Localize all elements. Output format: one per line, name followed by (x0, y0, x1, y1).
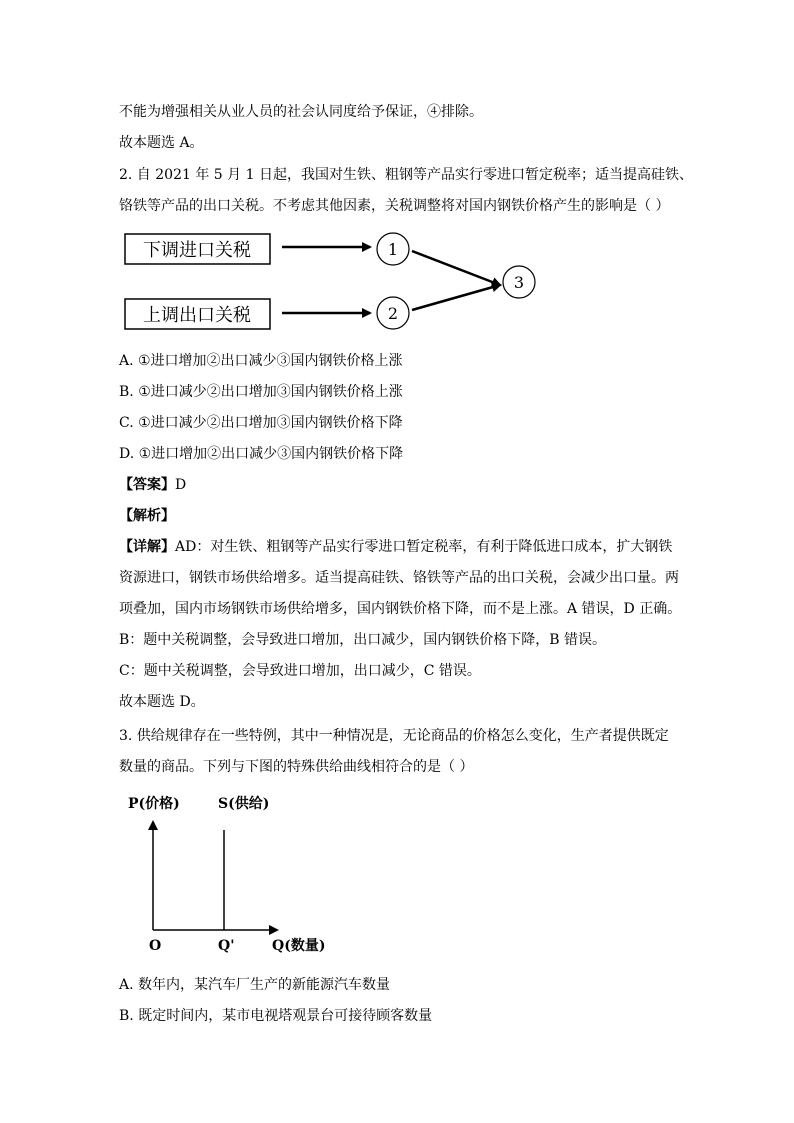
arrow-node2-to-node3 (412, 285, 500, 310)
q3-option-b: B. 既定时间内，某市电视塔观景台可接待顾客数量 (119, 1008, 433, 1024)
q2-detail-line4: B：题中关税调整，会导致进口增加，出口减少，国内钢铁价格下降，B 错误。 (119, 632, 607, 648)
prev-conclusion: 故本题选 A。 (119, 135, 204, 151)
q3-stem-line2: 数量的商品。下列与下图的特殊供给曲线相符合的是（ ） (119, 759, 474, 775)
q2-option-a: A. ①进口增加②出口减少③国内钢铁价格上涨 (119, 353, 403, 369)
node-1-label: 1 (387, 240, 399, 259)
prev-analysis-line: 不能为增强相关从业人员的社会认同度给予保证，④排除。 (119, 104, 483, 120)
y-axis-label: P(价格) (128, 796, 180, 812)
q2-detail-line1 (119, 537, 672, 557)
q2-answer (119, 475, 186, 495)
answer-tag: 【答案】 (119, 477, 175, 493)
q-prime-label: Q' (218, 938, 235, 954)
origin-label: O (149, 938, 162, 954)
q2-analysis-tag: 【解析】 (119, 508, 175, 524)
q2-option-b: B. ①进口减少②出口增加③国内钢铁价格上涨 (119, 384, 403, 400)
q2-detail-line2: 资源进口，钢铁市场供给增多。适当提高硅铁、铬铁等产品的出口关税，会减少出口量。两 (119, 570, 679, 586)
arrow-node1-to-node3 (412, 251, 500, 285)
q2-conclusion: 故本题选 D。 (119, 694, 205, 710)
answer-value: D (175, 477, 187, 493)
box-raise-export-tariff-label: 上调出口关税 (143, 305, 251, 326)
detail-tag: 【详解】 (119, 539, 175, 555)
q3-stem-line1: 3. 供给规律存在一些特例，其中一种情况是，无论商品的价格怎么变化，生产者提供既定 (119, 728, 669, 744)
q2-option-c: C. ①进口减少②出口增加③国内钢铁价格下降 (119, 415, 403, 431)
x-axis-label: Q(数量) (272, 938, 326, 954)
supply-curve-graph (128, 795, 325, 954)
detail-text-1: AD：对生铁、粗钢等产品实行零进口暂定税率，有利于降低进口成本，扩大钢铁 (175, 539, 673, 555)
q2-detail-line3: 项叠加，国内市场钢铁市场供给增多，国内钢铁价格下降，而不是上涨。A 错误，D 正确。 (119, 601, 682, 617)
box-lower-import-tariff-label: 下调进口关税 (143, 240, 251, 261)
q3-option-a: A. 数年内，某汽车厂生产的新能源汽车数量 (119, 977, 391, 993)
node-3-label: 3 (513, 273, 525, 292)
curve-label: S(供给) (218, 796, 270, 812)
q2-stem-line1: 2. 自 2021 年 5 月 1 日起，我国对生铁、粗钢等产品实行零进口暂定税率；适当提高硅铁、 (119, 167, 693, 183)
q2-option-d: D. ①进口增加②出口减少③国内钢铁价格下降 (119, 446, 404, 462)
q2-stem-line2: 铬铁等产品的出口关税。不考虑其他因素，关税调整将对国内钢铁价格产生的影响是（ ） (119, 198, 670, 214)
node-2-label: 2 (387, 304, 399, 323)
q2-detail-line5: C：题中关税调整，会导致进口增加，出口减少，C 错误。 (119, 663, 481, 679)
